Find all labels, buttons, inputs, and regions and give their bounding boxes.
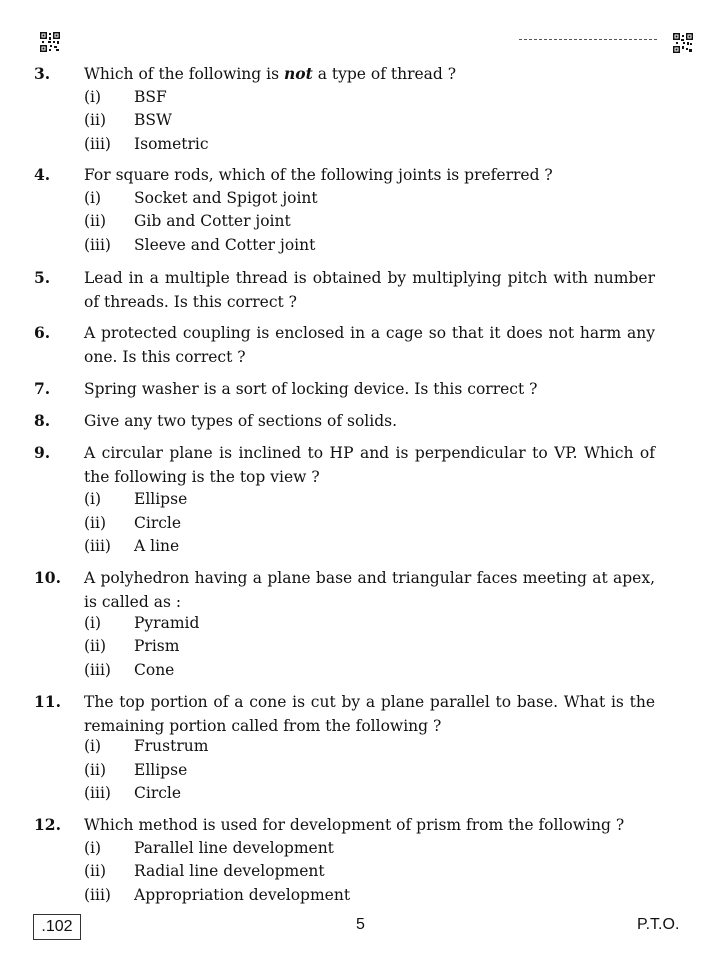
question-number: 8. (34, 411, 51, 430)
option: (iii) Circle (84, 784, 182, 802)
option: (i) BSF (84, 88, 167, 106)
option: (ii) Circle (84, 514, 182, 532)
question-text: The top portion of a cone is cut by a plane parallel to base. What is the remaining portion called from the following ? (84, 693, 655, 735)
question-number: 11. (34, 692, 61, 711)
option: (ii) Radial line development (84, 862, 325, 880)
pto-label: P.T.O. (637, 916, 680, 933)
question-number: 6. (34, 323, 51, 342)
qr-code-icon (40, 32, 60, 52)
question-number: 9. (34, 443, 51, 462)
header-dashed-line (519, 39, 657, 40)
question-text: A protected coupling is enclosed in a cage so that it does not harm any one. Is this correct ? (84, 324, 655, 366)
question-text: For square rods, which of the following joints is preferred ? (84, 166, 553, 184)
option: (ii) Ellipse (84, 761, 188, 779)
option: (i) Ellipse (84, 490, 188, 508)
option: (iii) Sleeve and Cotter joint (84, 236, 316, 254)
question-text: A polyhedron having a plane base and triangular faces meeting at apex, is called as : (84, 569, 655, 611)
question-number: 12. (34, 815, 61, 834)
question-text: A circular plane is inclined to HP and is perpendicular to VP. Which of the following is the top view ? (84, 444, 655, 486)
question-number: 5. (34, 268, 51, 287)
option: (ii) BSW (84, 111, 172, 129)
question-number: 10. (34, 568, 61, 587)
option: (i) Pyramid (84, 614, 200, 632)
option: (ii) Prism (84, 637, 180, 655)
question-text: Spring washer is a sort of locking device. Is this correct ? (84, 380, 538, 398)
option: (iii) Cone (84, 661, 175, 679)
option: (i) Frustrum (84, 737, 209, 755)
question-text: Give any two types of sections of solids. (84, 412, 398, 430)
question-text: Which method is used for development of prism from the following ? (84, 816, 625, 834)
question-number: 7. (34, 379, 51, 398)
qr-code-icon (673, 33, 693, 53)
question-number: 3. (34, 64, 51, 83)
option: (iii) A line (84, 537, 180, 555)
option: (iii) Isometric (84, 135, 209, 153)
option: (i) Parallel line development (84, 839, 334, 857)
option: (ii) Gib and Cotter joint (84, 212, 291, 230)
question-text: Which of the following is not a type of thread ? (84, 64, 457, 83)
question-text: Lead in a multiple thread is obtained by multiplying pitch with number of threads. Is this correct ? (84, 269, 655, 311)
option: (iii) Appropriation development (84, 886, 351, 904)
option: (i) Socket and Spigot joint (84, 189, 318, 207)
page-number: 5 (356, 916, 365, 933)
question-number: 4. (34, 165, 51, 184)
paper-code-box: .102 (33, 914, 81, 940)
